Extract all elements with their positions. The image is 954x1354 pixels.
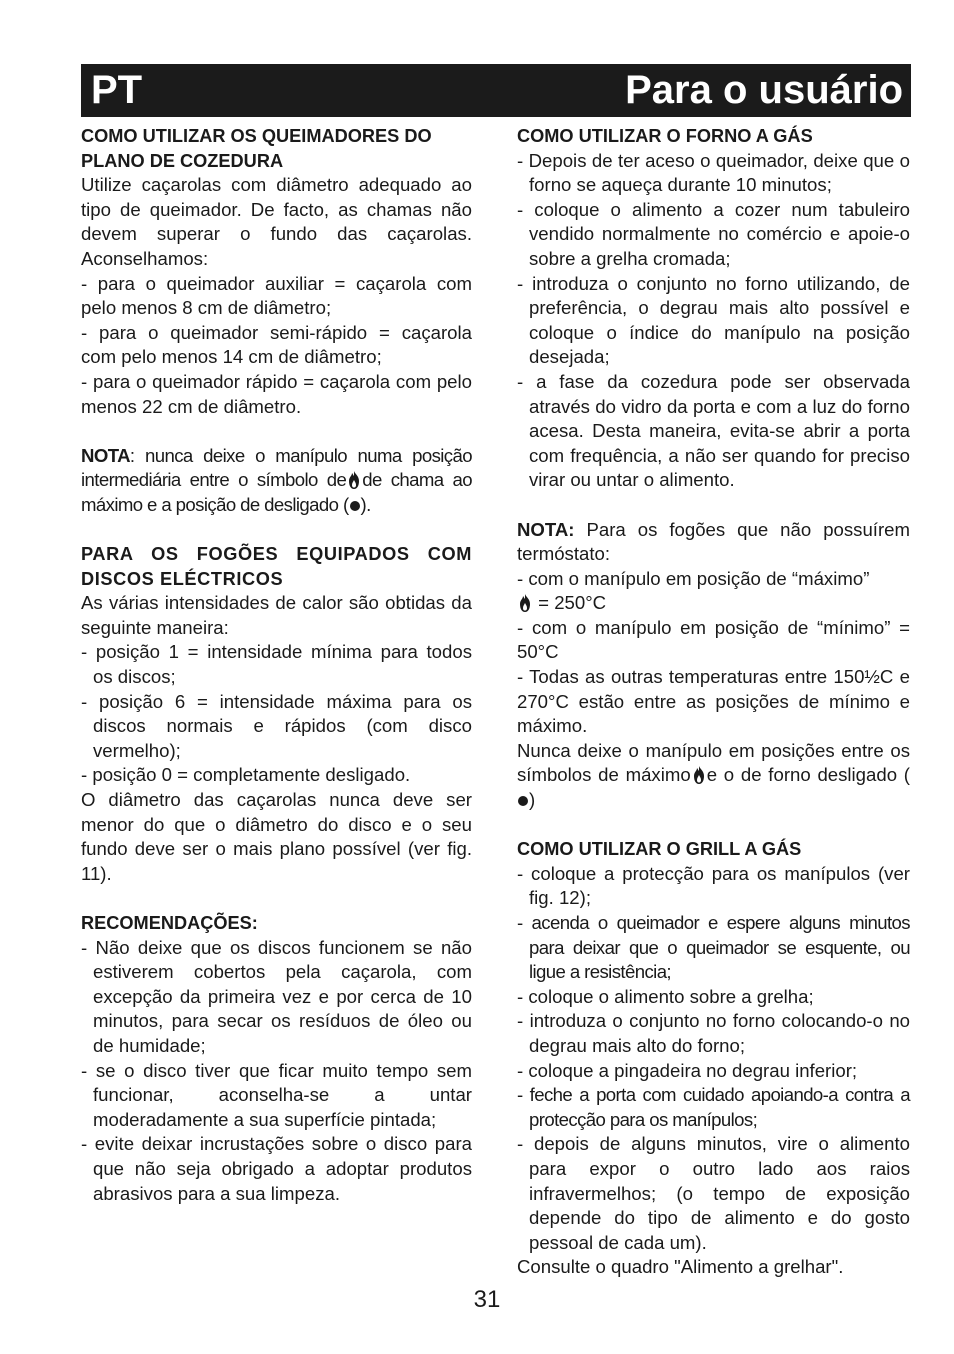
list-item: - evite deixar incrustações sobre o disco para que não seja obrigado a adoptar produtos abrasivos para a sua limpeza. [81, 1133, 472, 1204]
paragraph: Nunca deixe o manípulo em posições entre os símbolos de máximo e o de forno desligado () [517, 739, 910, 811]
page-title: Para o usuário [625, 68, 903, 112]
right-column [517, 124, 910, 1280]
list-item: - a fase da cozedura pode ser observada através do vidro da porta e com a luz do forno acesa. Desta maneira, evita-se abrir a porta com frequência, a não ser quando for preciso virar ou untar o alimento. [517, 370, 910, 491]
list-item: - com o manípulo em posição de “mínimo” = 50°C [517, 616, 910, 663]
paragraph: O diâmetro das caçarolas nunca deve ser menor do que o diâmetro do disco e o seu fundo deve ser o mais plano possível (ver fig. 11). [81, 789, 472, 884]
list-item: - introduza o conjunto no forno colocando-o no degrau mais alto do forno; [517, 1010, 910, 1056]
off-dot-icon [518, 796, 528, 806]
list-item: - posição 0 = completamente desligado. [81, 764, 411, 786]
list-item: - feche a porta com cuidado apoiando-a contra a protecção para os manípulos; [517, 1084, 910, 1130]
list-item: - posição 6 = intensidade máxima para os discos normais e rápidos (com disco vermelho); [81, 690, 472, 761]
list-item: - para o queimador semi-rápido = caçarola com pelo menos 14 cm de diâmetro; [81, 321, 472, 368]
list-item: - para o queimador rápido = caçarola com pelo menos 22 cm de diâmetro. [81, 370, 472, 417]
section-title-burners: COMO UTILIZAR OS QUEIMADORES DO PLANO DE COZEDURA [81, 126, 432, 171]
list-item: - coloque a protecção para os manípulos (ver fig. 12); [517, 862, 910, 909]
page-number: 31 [473, 1286, 501, 1313]
section-title-electric-discs: PARA OS FOGÕES EQUIPADOS COM DISCOS ELÉCTRICOS [81, 544, 472, 589]
flame-max-icon [693, 766, 705, 784]
section-title-gas-grill: COMO UTILIZAR O GRILL A GÁS [517, 839, 802, 860]
list-item: - introduza o conjunto no forno utilizando, de preferência, o degrau mais alto possível e coloque o índice do manípulo na posição desejada; [517, 272, 910, 368]
note-label: NOTA: [517, 518, 575, 540]
list-item: - com o manípulo em posição de “máximo” = 250°C [517, 567, 870, 614]
list-item: - acenda o queimador e espere alguns minutos para deixar que o queimador se esquente, ou ligue a resistência; [517, 912, 910, 983]
flame-max-icon [348, 471, 360, 489]
note-paragraph: NOTA: nunca deixe o manípulo numa posição intermediária entre o símbolo de de chama ao máximo e a posição de desligado ( ). [81, 444, 473, 515]
list-item: - posição 1 = intensidade mínima para todos os discos; [81, 641, 472, 688]
list-item: - Todas as outras temperaturas entre 150½C e 270°C estão entre as posições de mínimo e máximo. [517, 666, 910, 737]
note-paragraph: NOTA: Para os fogões que não possuírem termóstato: [517, 518, 910, 565]
list-item: - Não deixe que os discos funcionem se não estiverem cobertos pela caçarola, com excepção da primeira vez e por cerca de 10 minutos, para secar os resíduos de óleo ou de humidade; [81, 936, 472, 1056]
section-title-recommendations: RECOMENDAÇÕES: [81, 913, 258, 933]
paragraph: Utilize caçarolas com diâmetro adequado ao tipo de queimador. De facto, as chamas não devem superar o fundo das caçarolas. Aconselhamos: [81, 174, 472, 269]
list-item: - coloque o alimento sobre a grelha; [517, 985, 814, 1007]
off-dot-icon [350, 501, 360, 511]
list-item: - para o queimador auxiliar = caçarola com pelo menos 8 cm de diâmetro; [81, 272, 472, 319]
note-label: NOTA [81, 444, 130, 466]
left-column [81, 124, 472, 1206]
list-item: - Depois de ter aceso o queimador, deixe que o forno se aqueça durante 10 minutos; [517, 149, 910, 196]
list-item: - depois de alguns minutos, vire o alimento para expor o outro lado aos raios infravermelhos; (o tempo de exposição depende do tipo de alimento e do gosto pessoal de cada um). [517, 1133, 910, 1253]
paragraph: As várias intensidades de calor são obtidas da seguinte maneira: [81, 592, 472, 638]
list-item: - coloque a pingadeira no degrau inferior; [517, 1059, 858, 1081]
language-code: PT [91, 68, 143, 112]
list-item: - se o disco tiver que ficar muito tempo sem funcionar, aconselha-se a untar moderadamente a sua superfície pintada; [81, 1059, 472, 1130]
list-item: - coloque o alimento a cozer num tabuleiro vendido normalmente no comércio e apoie-o sobre a grelha cromada; [517, 198, 910, 269]
paragraph: Consulte o quadro "Alimento a grelhar". [517, 1256, 844, 1278]
section-title-gas-oven: COMO UTILIZAR O FORNO A GÁS [517, 126, 813, 146]
page-header [81, 64, 911, 117]
flame-max-icon [519, 594, 531, 612]
